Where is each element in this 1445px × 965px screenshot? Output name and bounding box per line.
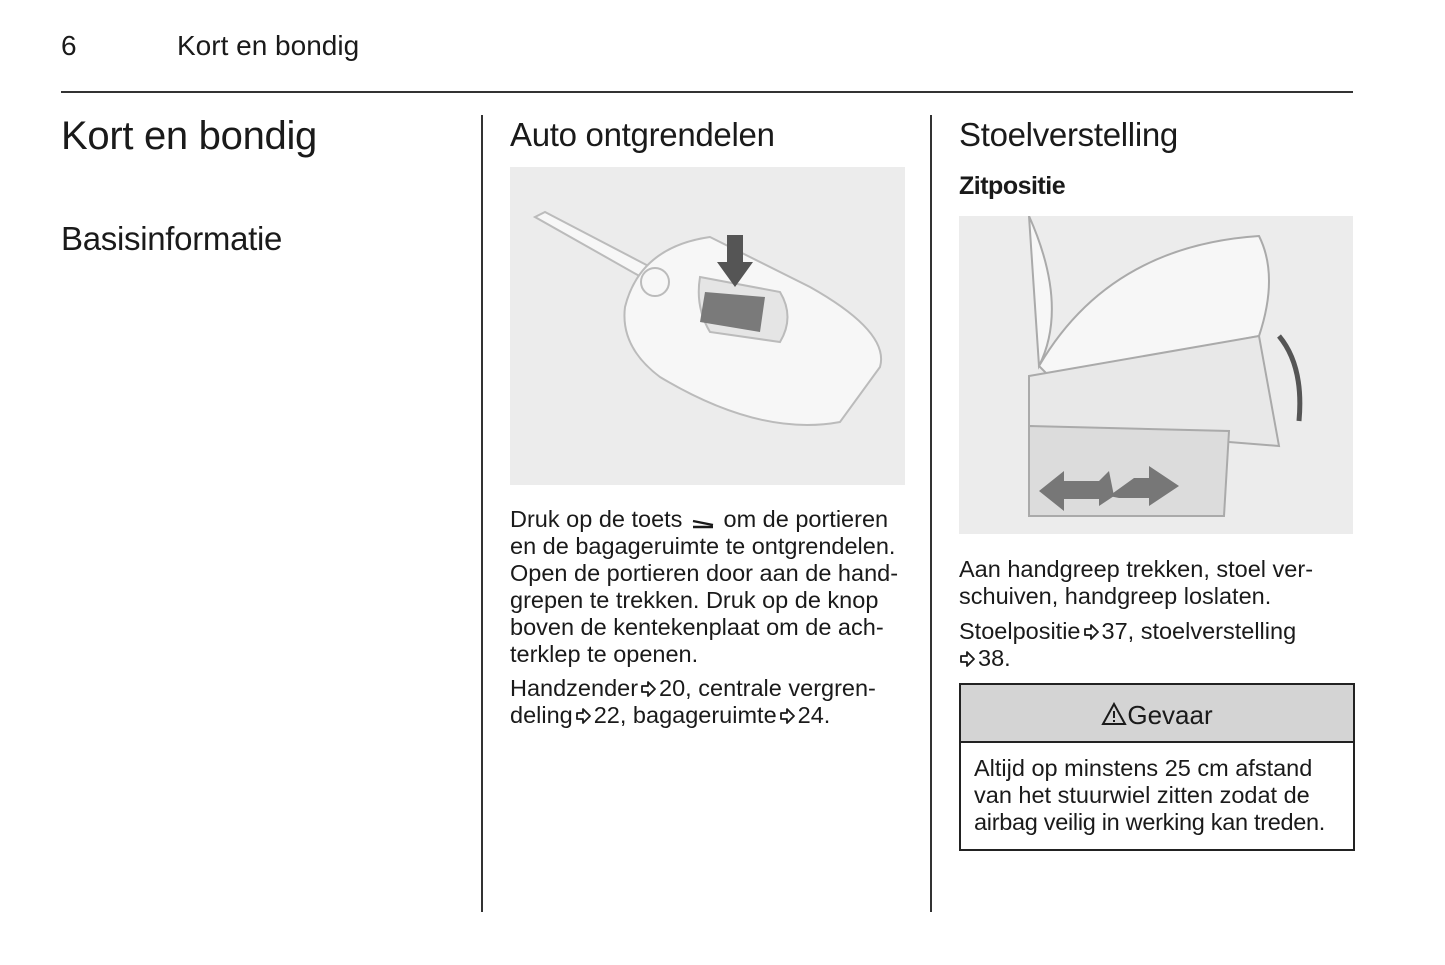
page-reference-link[interactable]: 20, centrale vergren- (659, 675, 876, 701)
danger-warning-box (959, 683, 1355, 851)
subsection-heading: Zitpositie (959, 172, 1066, 200)
header-rule (61, 91, 1353, 93)
page-number: 6 (61, 30, 77, 61)
text-line: schuiven, handgreep loslaten. (959, 583, 1272, 609)
running-title: Kort en bondig (177, 30, 360, 61)
text: Druk op de toets (510, 506, 683, 532)
warning-text-line: van het stuurwiel zitten zodat de (974, 782, 1310, 808)
column-divider (930, 115, 932, 912)
page-reference-link[interactable]: 38. (978, 645, 1011, 671)
text: om de portieren (723, 506, 889, 532)
warning-triangle-icon (1101, 702, 1127, 726)
page-reference-link[interactable]: 24. (797, 702, 831, 728)
page-reference-link[interactable]: 22, bagageruimte (593, 702, 777, 728)
unlock-button-icon (691, 511, 715, 529)
unlock-references (510, 675, 876, 729)
text-line: grepen te trekken. Druk op de knop (510, 587, 879, 613)
page-reference-arrow-icon (1083, 623, 1100, 641)
text: Handzender (510, 675, 639, 701)
text: deling (510, 702, 573, 728)
warning-title: Gevaar (1127, 700, 1213, 730)
seat-references (959, 618, 1296, 672)
seat-instructions (959, 556, 1313, 610)
page-reference-arrow-icon (575, 707, 592, 725)
text-line: en de bagageruimte te ontgrendelen. (510, 533, 896, 559)
unlock-instructions (510, 506, 898, 668)
section-heading: Stoelverstelling (959, 116, 1178, 153)
section-title: Basisinformatie (61, 220, 283, 257)
text-line: boven de kentekenplaat om de ach- (510, 614, 884, 640)
page-reference-link[interactable]: 37, stoelverstelling (1101, 618, 1297, 644)
column-divider (481, 115, 483, 912)
seat-adjustment-illustration (959, 216, 1353, 534)
key-fob-illustration (510, 167, 905, 485)
text-line: terklep te openen. (510, 641, 699, 667)
section-heading: Auto ontgrendelen (510, 116, 775, 153)
page-reference-arrow-icon (959, 650, 976, 668)
page-reference-arrow-icon (779, 707, 796, 725)
page-reference-arrow-icon (640, 680, 657, 698)
text-line: Aan handgreep trekken, stoel ver- (959, 556, 1314, 582)
text: Stoelpositie (959, 618, 1081, 644)
warning-text-line: Altijd op minstens 25 cm afstand (974, 755, 1313, 781)
text-line: Open de portieren door aan de hand- (510, 560, 899, 586)
warning-header (961, 685, 1353, 743)
chapter-title: Kort en bondig (61, 114, 317, 158)
warning-text-line: airbag veilig in werking kan treden. (974, 809, 1326, 835)
